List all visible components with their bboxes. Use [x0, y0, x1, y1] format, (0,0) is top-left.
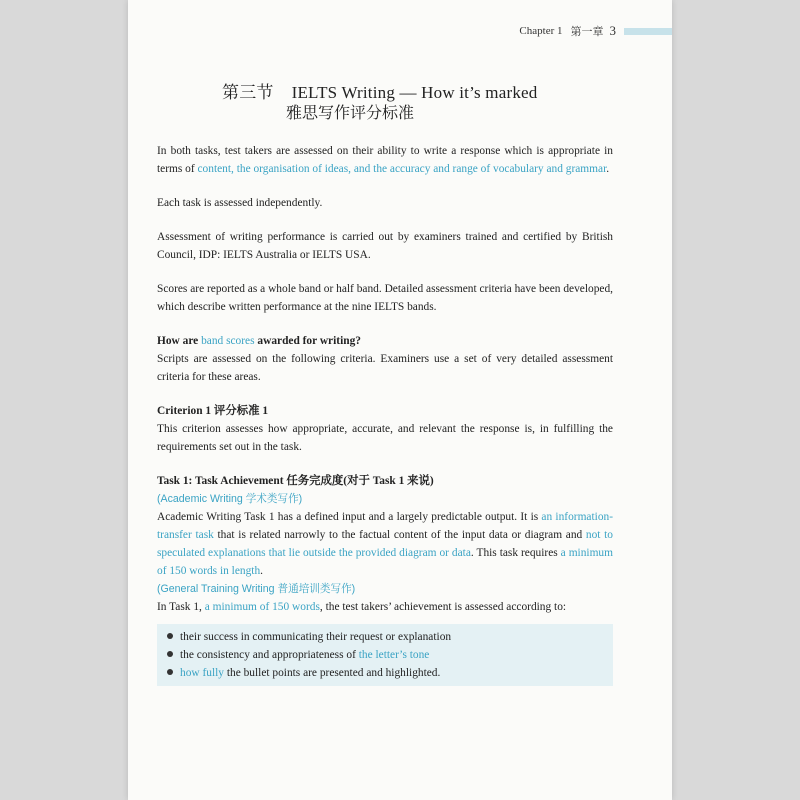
highlight-text: a minimum of 150 words — [204, 601, 320, 613]
band-scores-question — [157, 332, 613, 350]
body-text — [157, 142, 613, 686]
general-label: (General Training Writing 普通培训类写作) — [157, 583, 356, 595]
text-run: Academic Writing Task 1 has a defined input and a largely predictable output. It is — [157, 511, 542, 523]
section-number: 第三节 — [222, 83, 274, 102]
criterion-heading: Criterion 1 评分标准 1 — [157, 405, 269, 417]
bullet-icon — [167, 669, 173, 675]
highlight-text: band scores — [201, 335, 255, 347]
paragraph-examiners: Assessment of writing performance is carried out by examiners trained and certified by British Council, IDP: IELTS Australia or IELTS USA. — [157, 231, 613, 261]
text-run: How are — [157, 335, 202, 347]
text-run: In Task 1, — [157, 601, 205, 613]
band-scores-text: Scripts are assessed on the following criteria. Examiners use a set of very detailed assessment criteria for these areas. — [157, 353, 613, 383]
paragraph-independent: Each task is assessed independently. — [157, 197, 323, 209]
highlight-text: an information-transfer task — [157, 511, 613, 541]
text-run: . — [260, 565, 263, 577]
bullet-item — [167, 664, 603, 682]
academic-label: (Academic Writing 学术类写作) — [157, 493, 303, 505]
bullet-item — [167, 628, 603, 646]
section-title — [222, 78, 642, 103]
highlight-text: not to speculated explanations that lie outside the provided diagram or data — [157, 529, 614, 559]
bullet-text: the bullet points are presented and highlighted. — [223, 667, 441, 679]
academic-paragraph — [157, 508, 613, 580]
section-title-en: IELTS Writing — How it’s marked — [291, 83, 538, 102]
bullet-icon — [167, 633, 173, 639]
book-page — [128, 0, 672, 800]
section-title-zh: 雅思写作评分标准 — [286, 105, 415, 122]
chapter-label: Chapter 1 — [519, 25, 563, 37]
highlight-text: how fully — [180, 667, 224, 679]
running-header — [519, 22, 672, 40]
highlight-text: a minimum of 150 words in length — [157, 547, 613, 577]
text-run: . This task requires — [470, 547, 561, 559]
text-run: awarded for writing? — [254, 335, 361, 347]
paragraph-intro — [157, 142, 613, 178]
text-run: . — [606, 163, 610, 175]
chapter-label-zh: 第一章 — [570, 26, 604, 38]
general-paragraph — [157, 598, 613, 616]
text-run: , the test takers’ achievement is assessed according to: — [319, 601, 567, 613]
paragraph-scores: Scores are reported as a whole band or half band. Detailed assessment criteria have been developed, which describe written performance at the nine IELTS bands. — [157, 283, 613, 313]
task1-heading: Task 1: Task Achievement 任务完成度(对于 Task 1 来说) — [157, 475, 434, 487]
bullet-text: the consistency and appropriateness of — [180, 649, 359, 661]
header-color-bar — [624, 28, 672, 35]
bullet-icon — [167, 651, 173, 657]
criteria-bullet-box — [157, 624, 613, 686]
highlight-text: content, the organisation of ideas, and the accuracy and range of vocabulary and grammar — [197, 163, 607, 175]
bullet-text: their success in communicating their request or explanation — [180, 631, 452, 643]
bullet-item — [167, 646, 603, 664]
page-number: 3 — [609, 23, 616, 38]
criterion-text: This criterion assesses how appropriate, accurate, and relevant the response is, in fulfilling the requirements set out in the task. — [157, 423, 613, 453]
text-run: In both tasks, test takers are assessed on their ability to write a response which is appropriate in terms of — [157, 145, 613, 175]
highlight-text: the letter’s tone — [358, 649, 430, 661]
text-run: that is related narrowly to the factual content of the input data or diagram and — [213, 529, 586, 541]
